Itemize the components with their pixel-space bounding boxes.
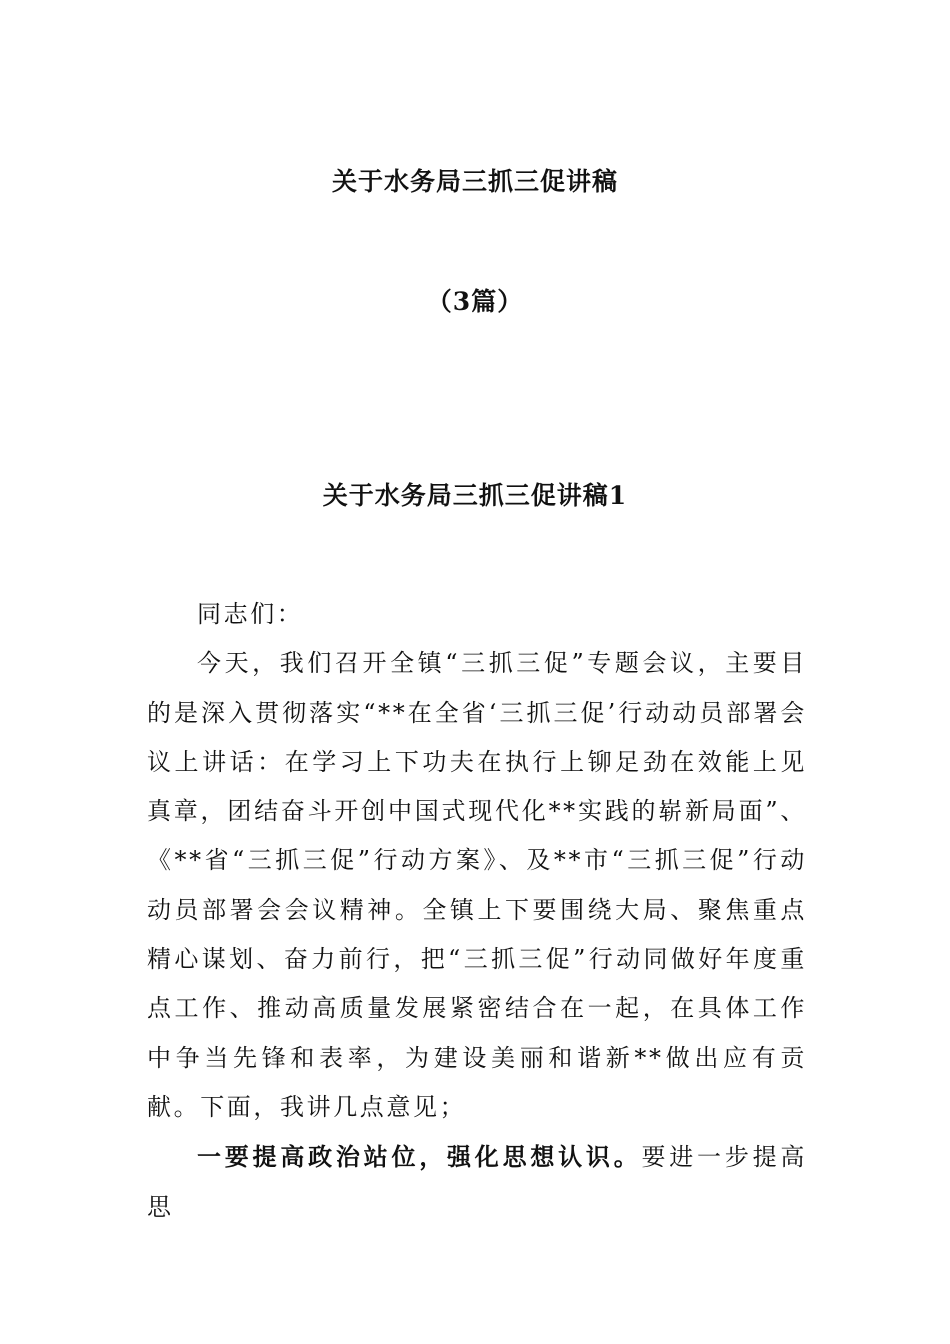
document-subtitle: （3篇） [426,287,524,316]
document-title: 关于水务局三抓三促讲稿 [331,167,618,196]
salutation: 同志们： [197,600,304,628]
paragraph: 今天，我们召开全镇“三抓三促”专题会议，主要目的是深入贯彻落实“**在全省‘三抓三促’行动动员部署会议上讲话：在学习上下功夫在执行上铆足劲在效能上见真章，团结奋斗开创中国式现代化**实践的崭新局面”、《**省“三抓三促”行动方案》、及**市“三抓三促”行动动员部署会会议精神。全镇上下要围绕大局、聚焦重点精心谋划、奋力前行，把“三抓三促”行动同做好年度重点工作、推动高质量发展紧密结合在一起，在具体工作中争当先锋和表率，为建设美丽和谐新**做出应有贡献。下面，我讲几点意见； [147,649,807,1121]
section-title: 关于水务局三抓三促讲稿1 [322,481,628,510]
document-body [147,590,807,1232]
paragraph-lead: 一要提高政治站位，强化思想认识。 [197,1142,642,1172]
paragraph [147,1132,807,1232]
paragraph-text: 要进一步提高思 [147,1143,807,1221]
